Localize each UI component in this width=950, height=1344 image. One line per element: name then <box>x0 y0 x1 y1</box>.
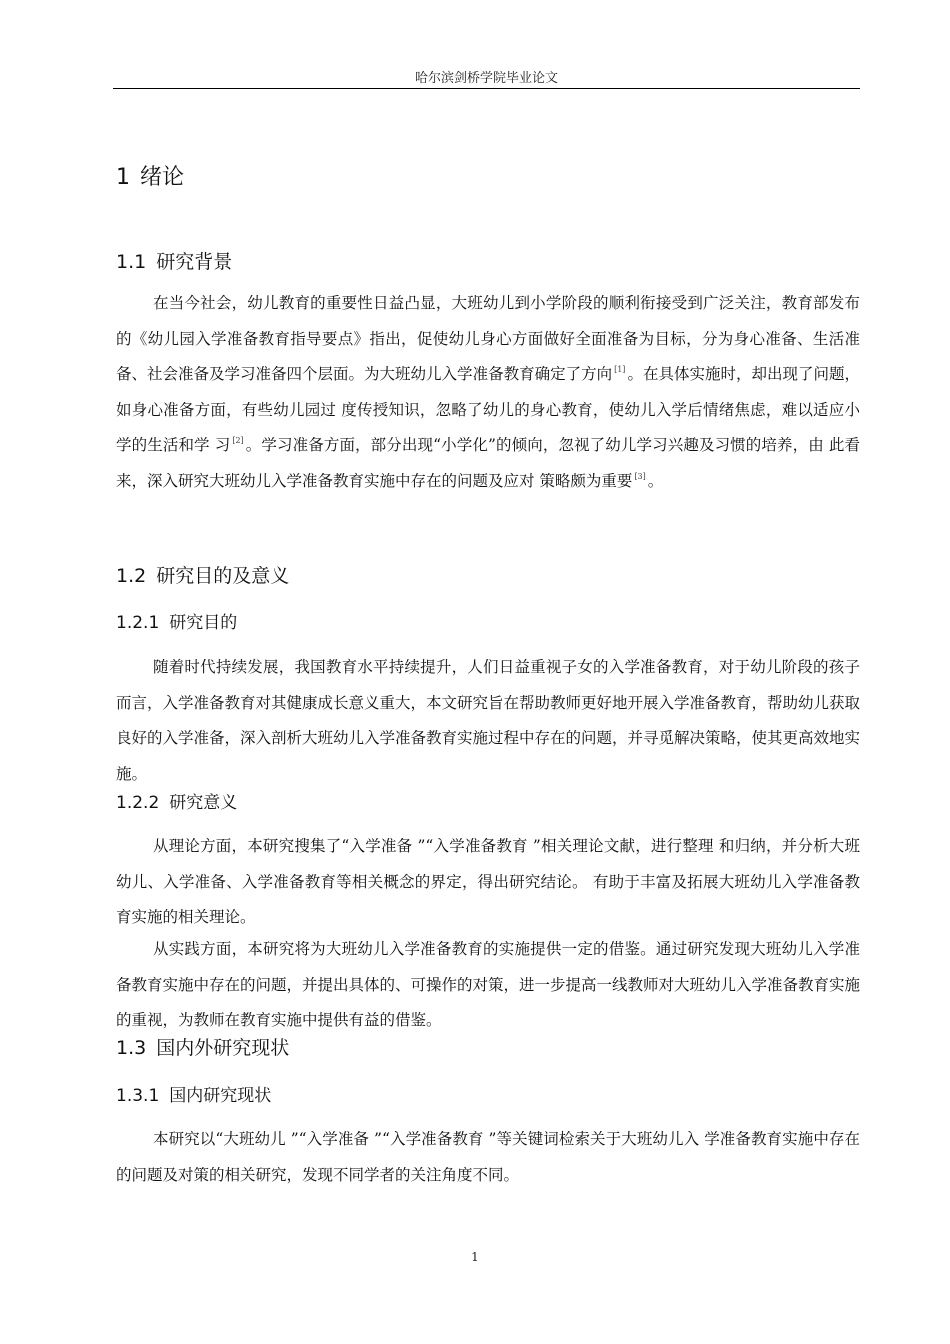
subsection-number: 1.2.1 <box>116 613 160 633</box>
citation-3[interactable]: [3] <box>634 471 646 481</box>
subsection-number: 1.2.2 <box>116 793 160 813</box>
subsection-heading-1-2-1 <box>116 610 237 636</box>
paragraph-text: 。在具体实施时，却出现了问题，如身心准备方面，有些幼儿园过 度传授知识，忽略了幼儿的身心教育，使幼儿入学后情绪焦虑，难以适应小学的生活和学 习 <box>116 365 860 454</box>
practice-significance-paragraph: 从实践方面，本研究将为大班幼儿入学准备教育的实施提供一定的借鉴。通过研究发现大班幼儿入学准备教育实施中存在的问题，并提出具体的、可操作的对策，进一步提高一线教师对大班幼儿入学准备教育实施的重视，为教师在教育实施中提供有益的借鉴。 <box>116 940 861 1029</box>
section-number: 1.2 <box>116 565 147 587</box>
section-heading-1-2 <box>116 562 289 590</box>
section-number: 1.3 <box>116 1037 147 1059</box>
background-paragraph <box>116 286 860 499</box>
subsection-heading-1-2-2 <box>116 790 237 816</box>
domestic-research-paragraph: 本研究以“大班幼儿 ”“入学准备 ”“入学准备教育 ”等关键词检索关于大班幼儿入 学准备教育实施中存在的问题及对策的相关研究，发现不同学者的关注角度不同。 <box>116 1130 860 1184</box>
subsection-heading-1-3-1 <box>116 1083 271 1109</box>
chapter-title: 绪论 <box>140 165 185 190</box>
subsection-title: 研究目的 <box>169 613 238 633</box>
page-number: 1 <box>471 1250 479 1264</box>
chapter-heading <box>116 163 184 193</box>
subsection-title: 研究意义 <box>169 793 238 813</box>
subsection-title: 国内研究现状 <box>169 1086 272 1106</box>
section-title: 国内外研究现状 <box>156 1037 290 1059</box>
section-title: 研究目的及意义 <box>156 565 290 587</box>
section-heading-1-3 <box>116 1034 289 1062</box>
section-title: 研究背景 <box>156 251 233 273</box>
paragraph-text: 。学习准备方面，部分出现“小学化”的倾向，忽视了幼儿学习兴趣及习惯的培养，由 此看来，深入研究大班幼儿入学准备教育实施中存在的问题及应对 策略颇为重要 <box>116 436 860 490</box>
citation-2[interactable]: [2] <box>232 436 244 445</box>
header-divider <box>113 88 860 89</box>
paragraph-text: 。 <box>647 471 664 490</box>
chapter-number: 1 <box>116 165 130 190</box>
running-header: 哈尔滨剑桥学院毕业论文 <box>414 71 558 86</box>
section-number: 1.1 <box>116 251 147 273</box>
purpose-paragraph: 随着时代持续发展，我国教育水平持续提升，人们日益重视子女的入学准备教育，对于幼儿阶段的孩子而言，入学准备教育对其健康成长意义重大，本文研究旨在帮助教师更好地开展入学准备教育，帮助幼儿获取良好的入学准备，深入剖析大班幼儿入学准备教育实施过程中存在的问题，并寻觅解决策略，使其更高效地实施。 <box>116 658 861 783</box>
citation-1[interactable]: [1] <box>614 365 626 374</box>
subsection-number: 1.3.1 <box>116 1086 160 1106</box>
section-heading-1-1 <box>116 248 232 276</box>
paragraph-text: 在当今社会，幼儿教育的重要性日益凸显，大班幼儿到小学阶段的顺利衔接受到广泛关注，教育部发布的《幼儿园入学准备教育指导要点》指出，促使幼儿身心方面做好全面准备为目标，分为身心准备、生活准备、社会准备及学习准备四个层面。为大班幼儿入学准备教育确定了方向 <box>116 294 860 383</box>
theory-significance-paragraph: 从理论方面，本研究搜集了“入学准备 ”“入学准备教育 ”相关理论文献，进行整理 和归纳，并分析大班幼儿、入学准备、入学准备教育等相关概念的界定，得出研究结论。 有助于丰富及拓展大班幼儿入学准备教育实施的相关理论。 <box>116 837 860 926</box>
